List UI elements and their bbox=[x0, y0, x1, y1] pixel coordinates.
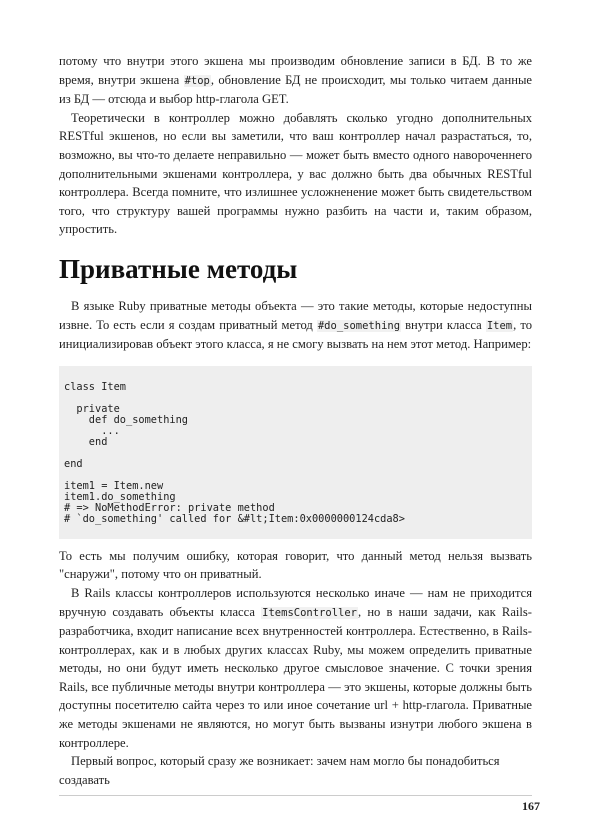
paragraph: Теоретически в контроллер можно добавлять сколько угодно дополнительных RESTful экшенов, но если вы заметили, что ваш контроллер начал разрастаться, то, возможно, вы что-то делаете неправильно — может быть вместо одного навороченнего дополнительными экшенами контроллера, у вас должно быть два обычных RESTful контроллера. Всегда помните, что излишнее усложненение может быть свидетельством того, что структуру вашей программы нужно разбить на части и, таким образом, упростить. bbox=[59, 110, 532, 237]
paragraph: То есть мы получим ошибку, которая говорит, что данный метод нельзя вызвать "снаружи", потому что он приватный. bbox=[59, 548, 532, 582]
text: внутри класса bbox=[401, 317, 486, 332]
text: В языке Ruby приватные методы объекта — это такие методы, которые недоступны извне. То есть если я создам приватный метод bbox=[59, 298, 532, 332]
inline-code: Item bbox=[486, 319, 513, 332]
code-block bbox=[59, 366, 532, 539]
section-intro bbox=[59, 297, 532, 354]
paragraph bbox=[59, 297, 532, 354]
code-text: class Item private def do_something ... end end item1 = Item.new item1.do_something # => NoMethodError: private method # `do_something' called for &#lt;Item:0x0000000124cda8> bbox=[64, 380, 405, 525]
text: , но в наши задачи, как Rails-разработчика, входит написание всех внутренностей контроллера. Естественно, в Rails-контроллерах, как и в любых других классах Ruby, мы можем определить приватные методы, но они будут иметь несколько другое смысловое значение. С точки зрения Rails, все публичные методы внутри контроллера — это экшены, которые должны быть доступны посетителю сайта через то или иное сочетание url + http-глагола. Приватные же методы экшенами не являются, но могут быть вызваны изнутри любого экшена в контроллере. bbox=[59, 604, 532, 750]
inline-code: #top bbox=[184, 74, 210, 87]
page-number: 167 bbox=[522, 799, 540, 814]
paragraph bbox=[59, 584, 532, 752]
inline-code: ItemsController bbox=[262, 606, 357, 619]
text: потому что внутри этого экшена мы производим обновление записи в БД. В то же время, внутри экшена bbox=[59, 54, 532, 87]
section-body bbox=[59, 547, 532, 790]
text: , обновление БД не происходит, мы только читаем данные из БД — отсюда и выбор http-глагола GET. bbox=[59, 72, 532, 107]
section-heading: Приватные методы bbox=[59, 253, 298, 284]
text: , то инициализировав объект этого класса, я не смогу вызвать на нем этот метод. Например: bbox=[59, 317, 532, 352]
text: В Rails классы контроллеров используются несколько иначе — нам не приходится вручную создавать объекты класса bbox=[59, 585, 532, 619]
intro-text bbox=[59, 52, 532, 239]
inline-code: #do_something bbox=[317, 319, 401, 332]
paragraph bbox=[59, 52, 532, 109]
footer-divider bbox=[59, 795, 532, 796]
paragraph: Первый вопрос, который сразу же возникает: зачем нам могло бы понадобиться создавать bbox=[59, 754, 500, 787]
